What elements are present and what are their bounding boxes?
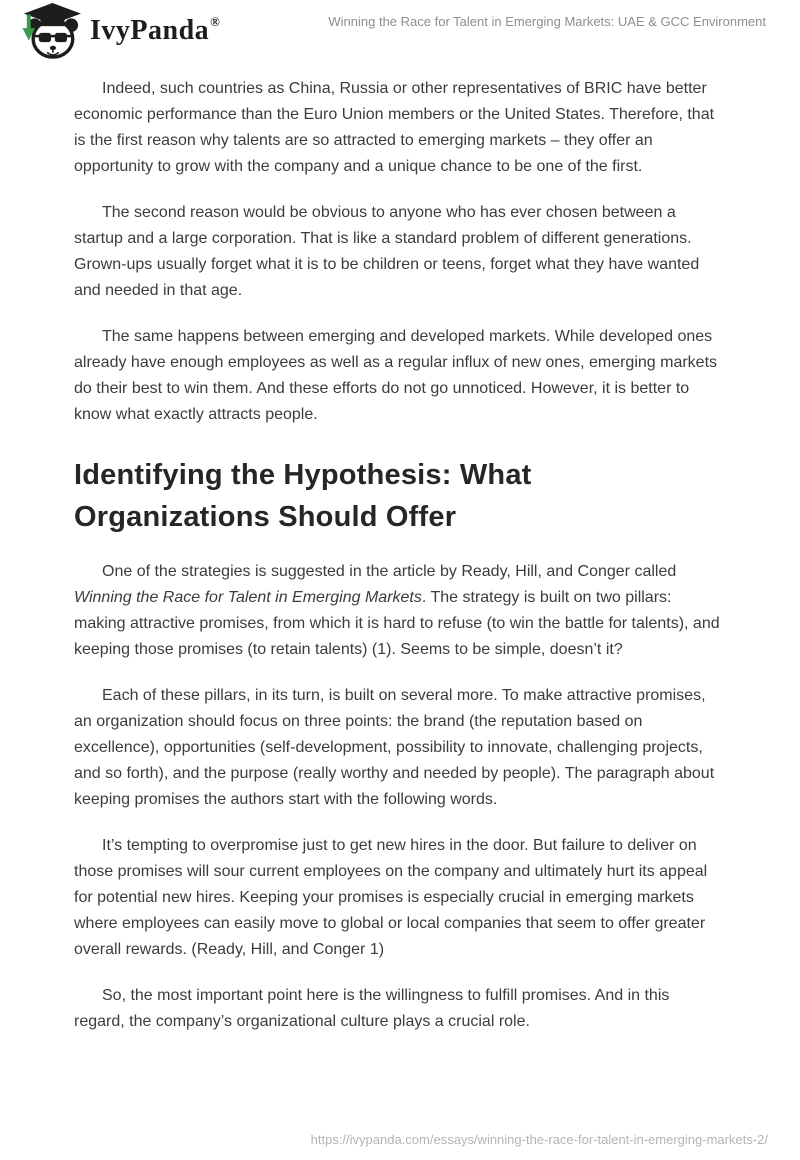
paragraph-4	[74, 559, 720, 663]
running-head-title: Winning the Race for Talent in Emerging Markets: UAE & GCC Environment	[328, 14, 766, 29]
brand-name: IvyPanda	[90, 15, 210, 46]
paragraph-3: The same happens between emerging and developed markets. While developed ones already have enough employees as well as a regular influx of new ones, emerging markets do their best to win them. And these efforts do not go unnoticed. However, it is better to know what exactly attracts people.	[74, 328, 718, 423]
registered-trademark: ®	[210, 14, 220, 29]
ivypanda-panda-icon	[20, 2, 82, 60]
paragraph-6-quote: It’s tempting to overpromise just to get new hires in the door. But failure to deliver on those promises will sour current employees on the company and ultimately hurt its appeal for potential new hires. Keeping your promises is especially crucial in emerging markets where employees can easily move to global or local companies that seem to offer greater overall rewards. (Ready, Hill, and Conger 1)	[74, 837, 708, 958]
paragraph-2: The second reason would be obvious to anyone who has ever chosen between a startup and a large corporation. That is like a standard problem of different generations. Grown-ups usually forget what it is to be children or teens, forget what they have wanted and needed in that age.	[74, 204, 700, 299]
paragraph-4-rest: . The strategy is built on two pillars: making attractive promises, from which it is hard to refuse (to win the battle for talents), and keeping those promises (to retain talents) (1). Seems to be simple, doesn’t it?	[74, 589, 720, 658]
paragraph-4-lead: One of the strategies is suggested in the article by Ready, Hill, and Conger called	[102, 563, 677, 580]
brand-logo[interactable]	[20, 2, 219, 60]
section-heading: Identifying the Hypothesis: What Organizations Should Offer	[74, 459, 532, 533]
article-title-italic: Winning the Race for Talent in Emerging Markets	[74, 589, 422, 606]
source-url[interactable]: https://ivypanda.com/essays/winning-the-race-for-talent-in-emerging-markets-2/	[310, 1132, 768, 1147]
paragraph-5: Each of these pillars, in its turn, is built on several more. To make attractive promises, an organization should focus on three points: the brand (the reputation based on excellence), opportunities (self-development, possibility to innovate, challenging projects, and so forth), and the purpose (really worthy and needed by people). The paragraph about keeping promises the authors start with the following words.	[74, 687, 715, 808]
essay-content	[0, 76, 800, 1035]
paragraph-7: So, the most important point here is the willingness to fulfill promises. And in this regard, the company’s organizational culture plays a crucial role.	[74, 987, 670, 1030]
page-header	[0, 0, 800, 60]
paragraph-1: Indeed, such countries as China, Russia or other representatives of BRIC have better economic performance than the Euro Union members or the United States. Therefore, that is the first reason why talents are so attracted to emerging markets – they offer an opportunity to grow with the company and a unique chance to be one of the first.	[74, 80, 715, 175]
